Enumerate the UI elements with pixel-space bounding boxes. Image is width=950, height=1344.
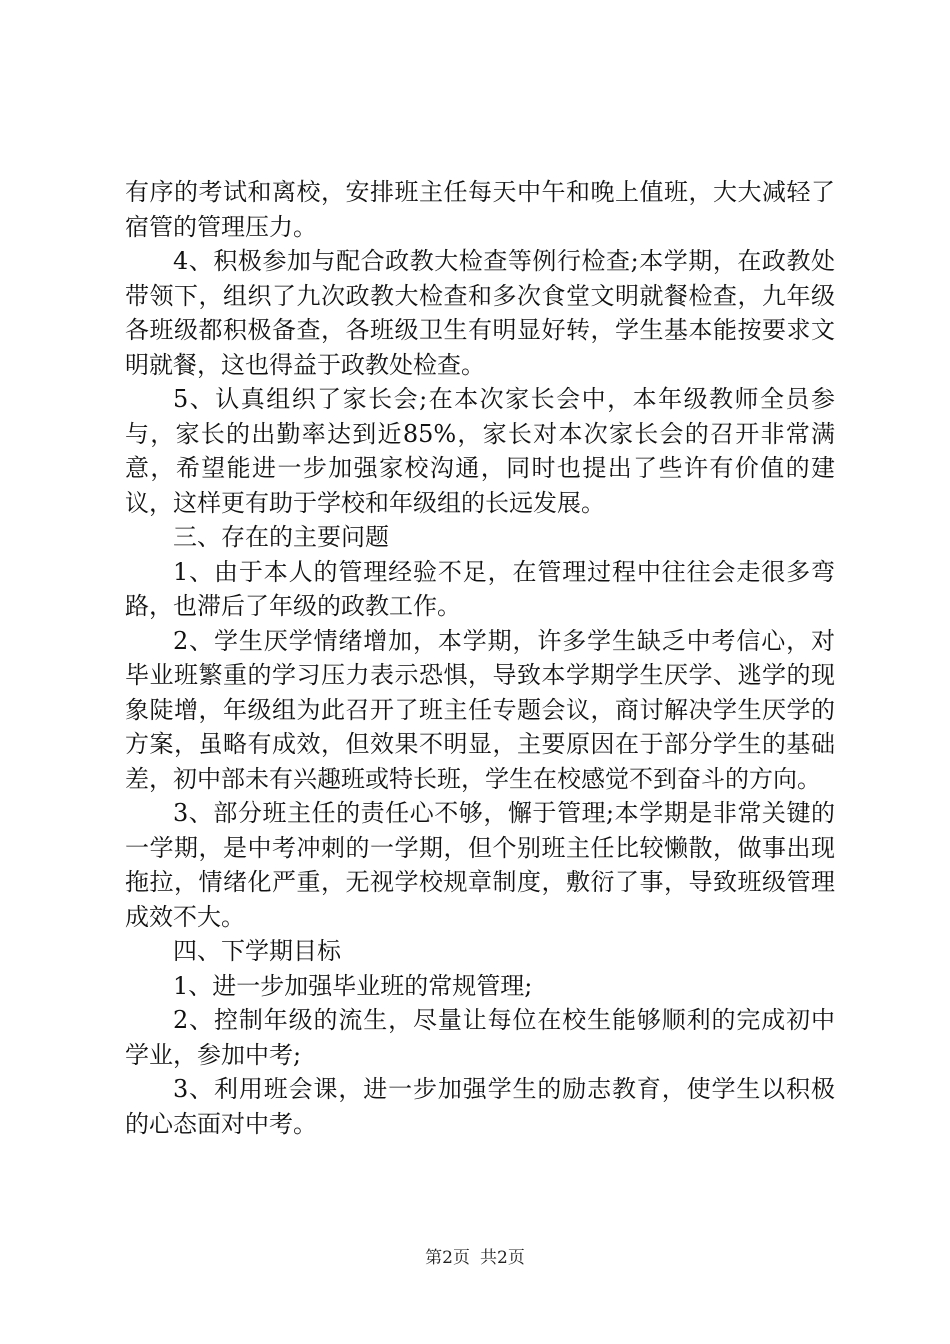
paragraph-problem-2: 2、学生厌学情绪增加，本学期，许多学生缺乏中考信心，对毕业班繁重的学习压力表示恐惧，导致本学期学生厌学、逃学的现象陡增，年级组为此召开了班主任专题会议，商讨解决学生厌学的方案，虽略有成效，但效果不明显，主要原因在于部分学生的基础差，初中部未有兴趣班或特长班，学生在校感觉不到奋斗的方向。 (125, 626, 835, 793)
page-footer (0, 1243, 950, 1268)
paragraph-item-5: 5、认真组织了家长会;在本次家长会中，本年级教师全员参与，家长的出勤率达到近85%，家长对本次家长会的召开非常满意，希望能进一步加强家校沟通，同时也提出了些许有价值的建议，这样更有助于学校和年级组的长远发展。 (125, 385, 835, 517)
section-heading-goals: 四、下学期目标 (173, 937, 341, 965)
document-body (125, 175, 835, 1141)
paragraph-continuation: 有序的考试和离校，安排班主任每天中午和晚上值班，大大减轻了宿管的管理压力。 (125, 178, 835, 241)
paragraph-item-4: 4、积极参加与配合政教大检查等例行检查;本学期，在政教处带领下，组织了九次政教大检查和多次食堂文明就餐检查，九年级各班级都积极备查，各班级卫生有明显好转，学生基本能按要求文明就餐，这也得益于政教处检查。 (125, 247, 835, 379)
page-total: 共2页 (480, 1248, 525, 1268)
paragraph-goal-1: 1、进一步加强毕业班的常规管理; (173, 971, 533, 1000)
section-heading-problems: 三、存在的主要问题 (173, 523, 389, 551)
paragraph-goal-2: 2、控制年级的流生，尽量让每位在校生能够顺利的完成初中学业，参加中考; (125, 1006, 835, 1069)
paragraph-goal-3: 3、利用班会课，进一步加强学生的励志教育，使学生以积极的心态面对中考。 (125, 1075, 835, 1138)
page-number: 第2页 (425, 1248, 470, 1268)
paragraph-problem-1: 1、由于本人的管理经验不足，在管理过程中往往会走很多弯路，也滞后了年级的政教工作。 (125, 557, 835, 620)
paragraph-problem-3: 3、部分班主任的责任心不够，懈于管理;本学期是非常关键的一学期，是中考冲刺的一学期，但个别班主任比较懒散，做事出现拖拉，情绪化严重，无视学校规章制度，敷衍了事，导致班级管理成效不大。 (125, 799, 835, 931)
